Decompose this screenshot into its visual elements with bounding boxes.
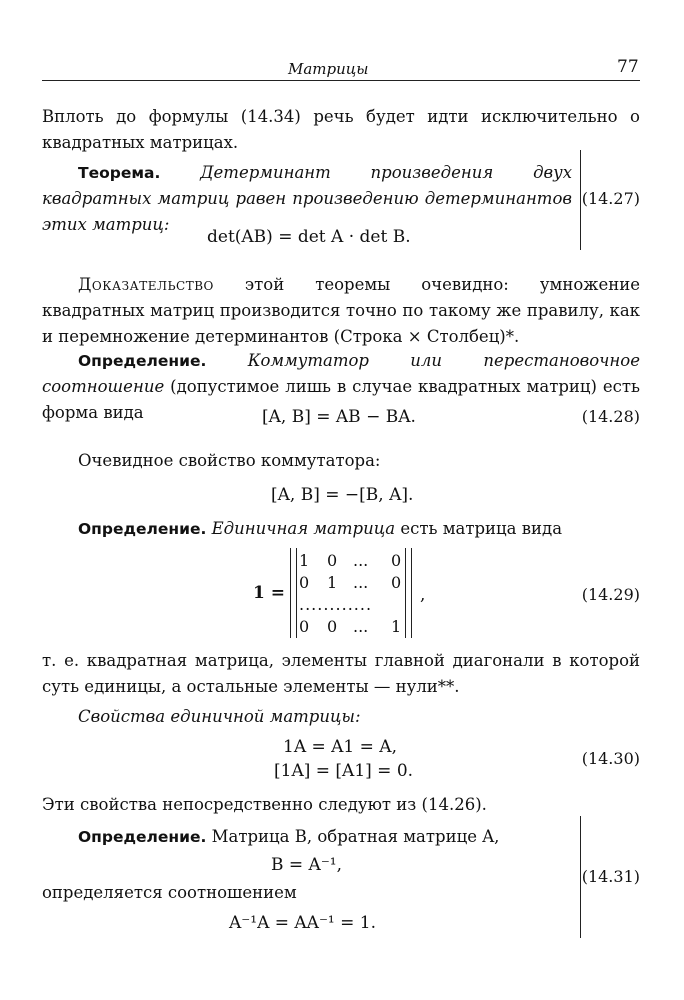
identity-matrix (290, 548, 412, 638)
intro-paragraph: Вплоть до формулы (14.34) речь будет идти исключительно о квадратных матрицах. (42, 107, 640, 152)
identity-properties-heading: Свойства единичной матрицы: (78, 707, 361, 726)
running-header-title: Матрицы (288, 60, 369, 78)
equation-number-14-31: (14.31) (581, 867, 640, 886)
commutator-formula: [A, B] = AB − BA. (262, 407, 416, 427)
equation-number-14-30: (14.30) (581, 749, 640, 768)
matrix-cell: 0 (391, 551, 402, 570)
matrix-row-3 (299, 616, 403, 638)
definition-label: Определение. (78, 520, 207, 538)
matrix-dots-row: ............ (299, 595, 373, 614)
matrix-cell: ... (353, 551, 369, 570)
matrix-cell: 0 (299, 573, 310, 592)
definition-label: Определение. (78, 828, 207, 846)
identity-lhs: 1 = (253, 583, 285, 603)
matrix-cell: 0 (327, 551, 338, 570)
inverse-text-2: определяется соотношением (42, 883, 297, 902)
inverse-formula-2: A⁻¹A = AA⁻¹ = 1. (229, 913, 377, 933)
theorem-label: Теорема. (78, 164, 161, 182)
matrix-cell: 1 (327, 573, 338, 592)
identity-definition (42, 516, 640, 542)
matrix-left-bracket (290, 548, 297, 638)
proof-text: этой теоремы очевидно: умножение квадратных матриц производится точно по такому же правилу, как и перемножение детерминантов (Строка × Столбец)*. (42, 275, 641, 346)
theorem-text: Детерминант произведения двух квадратных матриц равен произведению детерминантов этих матриц: (42, 163, 573, 234)
identity-property-formula-1: 1A = A1 = A, (283, 737, 397, 757)
commutator-text: (допустимое лишь в случае квадратных матриц) есть форма вида (42, 377, 640, 422)
identity-term: Единичная матрица (211, 519, 396, 538)
matrix-trailing-comma: , (420, 585, 426, 605)
identity-description: т. е. квадратная матрица, элементы главной диагонали в которой суть единицы, а остальные элементы — нули**. (42, 651, 640, 696)
equation-number-14-28: (14.28) (581, 407, 640, 426)
proof-paragraph (42, 272, 640, 350)
inverse-formula-1: B = A⁻¹, (271, 855, 343, 875)
matrix-cell: 0 (391, 573, 402, 592)
inverse-definition (42, 824, 572, 850)
matrix-row-2 (299, 572, 403, 594)
equation-number-14-27: (14.27) (581, 189, 640, 208)
identity-property-formula-2: [1A] = [A1] = 0. (274, 761, 414, 781)
equation-number-14-29: (14.29) (581, 585, 640, 604)
proof-label: Доказательство (78, 275, 214, 294)
header-rule (42, 80, 640, 81)
properties-follow-paragraph: Эти свойства непосредственно следуют из (14.26). (42, 795, 487, 814)
commutator-property-formula: [A, B] = −[B, A]. (271, 485, 414, 505)
theorem-formula: det(AB) = det A · det B. (207, 227, 411, 247)
matrix-right-bracket (405, 548, 412, 638)
commutator-property-text: Очевидное свойство коммутатора: (78, 451, 381, 470)
commutator-term: Коммутатор или перестановочное соотношение (42, 351, 641, 396)
matrix-row-1 (299, 550, 403, 572)
matrix-cell: 0 (327, 617, 338, 636)
inverse-text: Матрица B, обратная матрице A, (211, 827, 500, 846)
matrix-cell: 1 (299, 551, 310, 570)
matrix-cell: 1 (391, 617, 402, 636)
definition-label: Определение. (78, 352, 207, 370)
matrix-cell: ... (353, 573, 369, 592)
identity-text: есть матрица вида (400, 519, 563, 538)
page-number: 77 (617, 57, 639, 77)
matrix-cell: 0 (299, 617, 310, 636)
matrix-cell: ... (353, 617, 369, 636)
